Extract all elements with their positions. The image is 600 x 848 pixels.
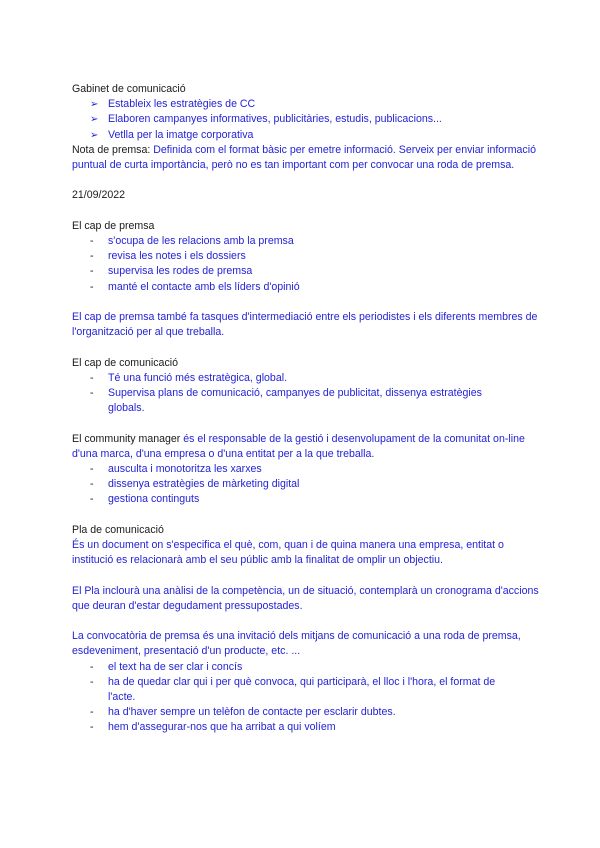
community-text: és el responsable de la gestió i desenvolupament de la comunitat on-line d'una marca, d'una empresa o d'una entitat per a la que treballa. bbox=[72, 432, 525, 460]
pla-text-2: El Pla inclourà una anàlisi de la competència, un de situació, contemplarà un cronograma d'accions que deuran d'estar degudament pressupostades. bbox=[72, 584, 539, 612]
arrow-bullet-icon: ➢ bbox=[90, 114, 99, 126]
cap-premsa-note: El cap de premsa també fa tasques d'intermediació entre els periodistes i els diferents membres de l'organització per al que treballa. bbox=[72, 311, 538, 339]
list-item: - supervisa les rodes de premsa bbox=[90, 265, 253, 278]
list-item: - el text ha de ser clar i concís bbox=[90, 660, 243, 673]
community-list bbox=[72, 462, 542, 508]
list-item: ➢ Vetlla per la imatge corporativa bbox=[72, 128, 542, 143]
convocatoria-paragraph: La convocatòria de premsa és una invitació dels mitjans de comunicació a una roda de premsa, esdeveniment, presentació d'un producte, etc. ... bbox=[72, 630, 521, 658]
list-item: - s'ocupa de les relacions amb la premsa bbox=[90, 235, 294, 247]
cap-comunicacio-title: El cap de comunicació bbox=[72, 356, 178, 369]
cap-comunicacio-list bbox=[72, 371, 542, 417]
list-item: - hem d'assegurar-nos que ha arribat a qui volíem bbox=[90, 721, 336, 734]
gabinet-list bbox=[72, 97, 542, 143]
list-item: - manté el contacte amb els líders d'opinió bbox=[90, 280, 300, 293]
list-item: - Té una funció més estratègica, global. bbox=[90, 371, 288, 384]
list-item: ➢ Estableix les estratègies de CC bbox=[72, 97, 542, 112]
cap-premsa-title: El cap de premsa bbox=[72, 219, 155, 232]
list-item: - Supervisa plans de comunicació, campanyes de publicitat, dissenya estratègies globals. bbox=[90, 387, 482, 415]
list-item: - ha de quedar clar qui i per què convoca, qui participarà, el lloc i l'hora, el format de l'acte. bbox=[90, 675, 496, 703]
nota-text: Definida com el format bàsic per emetre informació. Serveix per enviar informació puntual de curta importància, però no es tan important com per convocar una roda de premsa. bbox=[72, 143, 536, 172]
pla-text-1: És un document on s'especifica el què, com, quan i de quina manera una empresa, entitat o institució es relacionarà amb el seu públic amb la finalitat de omplir un objectiu. bbox=[72, 539, 504, 567]
list-item: - revisa les notes i els dossiers bbox=[90, 250, 246, 263]
community-lead: El community manager bbox=[72, 432, 184, 445]
nota-label: Nota de premsa: bbox=[72, 143, 154, 156]
nota-premsa-paragraph bbox=[72, 143, 542, 173]
list-item: - ausculta i monotoritza les xarxes bbox=[90, 463, 262, 475]
arrow-bullet-icon: ➢ bbox=[90, 129, 99, 141]
list-item: - gestiona continguts bbox=[90, 493, 200, 506]
convocatoria-list bbox=[72, 660, 542, 736]
list-item: - ha d'haver sempre un telèfon de contacte per esclarir dubtes. bbox=[90, 706, 396, 719]
arrow-bullet-icon: ➢ bbox=[90, 99, 99, 111]
gabinet-title: Gabinet de comunicació bbox=[72, 83, 186, 95]
community-paragraph bbox=[72, 432, 542, 462]
cap-premsa-list bbox=[72, 234, 542, 295]
document-page bbox=[72, 82, 542, 736]
date-heading: 21/09/2022 bbox=[72, 189, 126, 202]
list-item: - dissenya estratègies de màrketing digital bbox=[90, 478, 300, 491]
list-item: ➢ Elaboren campanyes informatives, publicitàries, estudis, publicacions... bbox=[72, 112, 542, 127]
pla-title: Pla de comunicació bbox=[72, 523, 164, 536]
